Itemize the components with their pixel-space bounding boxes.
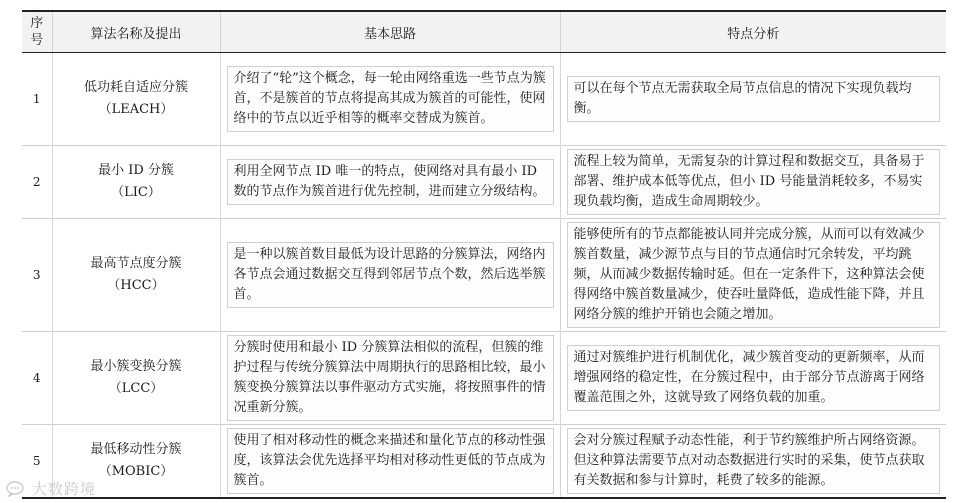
row-index: 2 — [22, 146, 52, 219]
algorithm-abbr: （HCC） — [107, 278, 165, 293]
basic-idea-cell — [220, 425, 560, 499]
algorithm-name-text: 最小 ID 分簇 — [98, 163, 174, 178]
feature-cell — [560, 332, 946, 425]
row-index: 3 — [22, 219, 52, 332]
feature-cell — [560, 146, 946, 219]
algorithm-name — [52, 146, 220, 219]
feature-text: 流程上较为简单，无需复杂的计算过程和数据交互，具备易于部署、维护成本低等优点，但小 ID 号能量消耗较多，不易实现负载均衡，造成生命周期较少。 — [567, 149, 941, 215]
header-feature: 特点分析 — [560, 11, 946, 53]
feature-text: 会对分簇过程赋予动态性能，利于节约簇维护所占网络资源。但这种算法需要节点对动态数据进行实时的采集，使节点获取有关数据和参与计算时，耗费了较多的能源。 — [567, 428, 941, 494]
watermark — [6, 478, 96, 499]
feature-cell — [560, 425, 946, 499]
basic-idea-cell — [220, 332, 560, 425]
clustering-algorithm-table — [22, 10, 946, 499]
feature-text: 通过对簇维护进行机制优化，减少簇首变动的更新频率，从而增强网络的稳定性，在分簇过程中，由于部分节点游离于网络覆盖范围之外，这就导致了网络负载的加重。 — [567, 345, 941, 411]
dialog-bubble-icon — [6, 481, 28, 497]
algorithm-abbr: （LIC） — [111, 185, 161, 200]
algorithm-name — [52, 332, 220, 425]
feature-text: 可以在每个节点无需获取全局节点信息的情况下实现负载均衡。 — [567, 76, 941, 122]
table-row — [22, 53, 946, 146]
algorithm-abbr: （LEACH） — [98, 102, 174, 117]
algorithm-name-text: 最小簇变换分簇 — [90, 359, 182, 374]
header-index: 序号 — [22, 11, 52, 53]
basic-idea-cell — [220, 219, 560, 332]
table-row — [22, 332, 946, 425]
algorithm-name-text: 最高节点度分簇 — [90, 256, 182, 271]
algorithm-name — [52, 53, 220, 146]
basic-idea-cell — [220, 146, 560, 219]
table-header-row — [22, 11, 946, 53]
algorithm-abbr: （LCC） — [108, 381, 164, 396]
feature-cell — [560, 219, 946, 332]
algorithm-name-text: 最低移动性分簇 — [90, 442, 182, 457]
row-index: 4 — [22, 332, 52, 425]
comparison-table-wrapper — [22, 10, 946, 499]
basic-idea-text: 介绍了“轮”这个概念，每一轮由网络重选一些节点为簇首，不是簇首的节点将提高其成为簇首的可能性，使网络中的节点以近乎相等的概率交替成为簇首。 — [227, 66, 554, 132]
table-row — [22, 425, 946, 499]
basic-idea-text: 是一种以簇首数目最低为设计思路的分簇算法，网络内各节点会通过数据交互得到邻居节点个数，然后选举簇首。 — [227, 242, 554, 308]
algorithm-abbr: （MOBIC） — [98, 464, 174, 479]
row-index: 5 — [22, 425, 52, 499]
basic-idea-cell — [220, 53, 560, 146]
table-row — [22, 219, 946, 332]
basic-idea-text: 利用全网节点 ID 唯一的特点，使网络对具有最小 ID 数的节点作为簇首进行优先控制，进而建立分级结构。 — [227, 159, 554, 205]
watermark-text: 大数跨境 — [32, 480, 97, 498]
algorithm-name — [52, 219, 220, 332]
feature-cell — [560, 53, 946, 146]
header-idea: 基本思路 — [220, 11, 560, 53]
basic-idea-text: 使用了相对移动性的概念来描述和量化节点的移动性强度，该算法会优先选择平均相对移动性更低的节点成为簇首。 — [227, 428, 554, 494]
algorithm-name-text: 低功耗自适应分簇 — [83, 80, 188, 95]
basic-idea-text: 分簇时使用和最小 ID 分簇算法相似的流程，但簇的维护过程与传统分簇算法中周期执行的思路相比较，最小簇变换分簇算法以事件驱动方式实施，将按照事件的情况重新分簇。 — [227, 335, 554, 421]
table-row — [22, 146, 946, 219]
feature-text: 能够使所有的节点都能被认同并完成分簇，从而可以有效减少簇首数量，减少源节点与目的节点通信时冗余转发，平均跳频，从而减少数据传输时延。但在一定条件下，这种算法会使得网络中簇首数量减少，使吞吐量降低，造成性能下降，并且网络分簇的维护开销也会随之增加。 — [567, 222, 941, 328]
row-index: 1 — [22, 53, 52, 146]
header-name: 算法名称及提出 — [52, 11, 220, 53]
